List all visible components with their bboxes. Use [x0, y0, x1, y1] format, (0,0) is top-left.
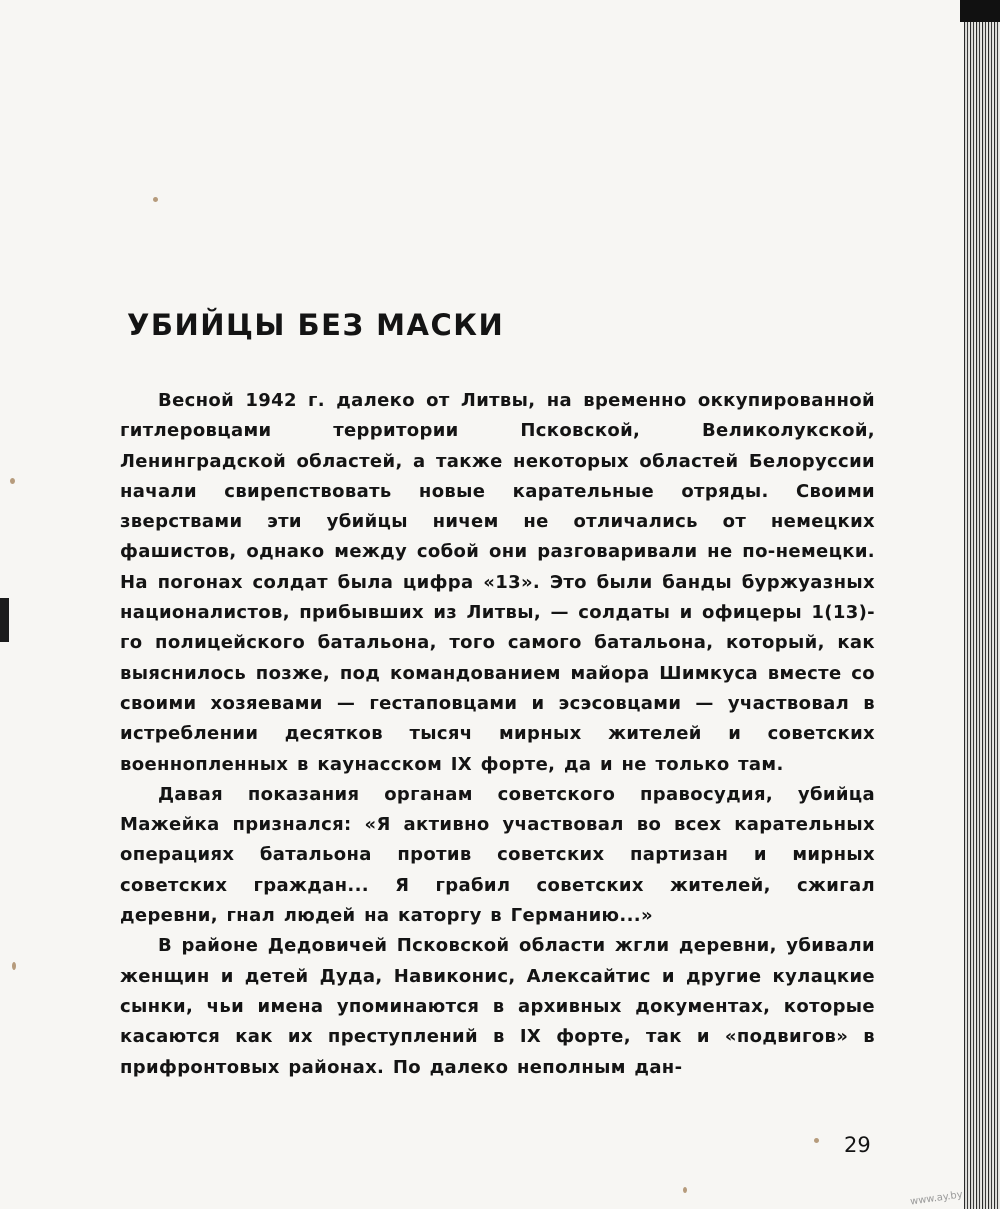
- chapter-title: УБИЙЦЫ БЕЗ МАСКИ: [127, 308, 505, 342]
- page-edges-top: [960, 0, 1000, 22]
- page-number: 29: [844, 1133, 871, 1157]
- body-text: [120, 386, 875, 1083]
- page-edges: [964, 0, 1000, 1209]
- binding-shadow: [0, 598, 9, 642]
- paragraph: Весной 1942 г. далеко от Литвы, на временно оккупированной гитлеровцами территории Псковской, Великолукской, Ленинградской областей, а также некоторых областей Белоруссии начали свирепствовать новые карательные отряды. Своими зверствами эти убийцы ничем не отличались от немецких фашистов, однако между собой они разговаривали не по-немецки. На погонах солдат была цифра «13». Это были банды буржуазных националистов, прибывших из Литвы, — солдаты и офицеры 1(13)-го полицейского батальона, того самого батальона, который, как выяснилось позже, под командованием майора Шимкуса вместе со своими хозяевами — гестаповцами и эсэсовцами — участвовал в истреблении десятков тысяч мирных жителей и советских военнопленных в каунасском IX форте, да и не только там.: [120, 390, 875, 775]
- paper-speck: [10, 478, 15, 484]
- paragraph: В районе Дедовичей Псковской области жгли деревни, убивали женщин и детей Дуда, Навиконис, Алексайтис и другие кулацкие сынки, чьи имена упоминаются в архивных документах, которые касаются как их преступлений в IX форте, так и «подвигов» в прифронтовых районах. По далеко неполным дан-: [120, 935, 875, 1078]
- paragraph: Давая показания органам советского правосудия, убийца Мажейка признался: «Я активно участвовал во всех карательных операциях батальона против советских партизан и мирных советских граждан... Я грабил советских жителей, сжигал деревни, гнал людей на каторгу в Германию...»: [120, 783, 875, 927]
- paper-speck: [153, 197, 158, 202]
- watermark: www.ay.by: [909, 1189, 964, 1208]
- paper-speck: [683, 1187, 687, 1193]
- paper-speck: [12, 962, 16, 970]
- paper-speck: [814, 1138, 819, 1143]
